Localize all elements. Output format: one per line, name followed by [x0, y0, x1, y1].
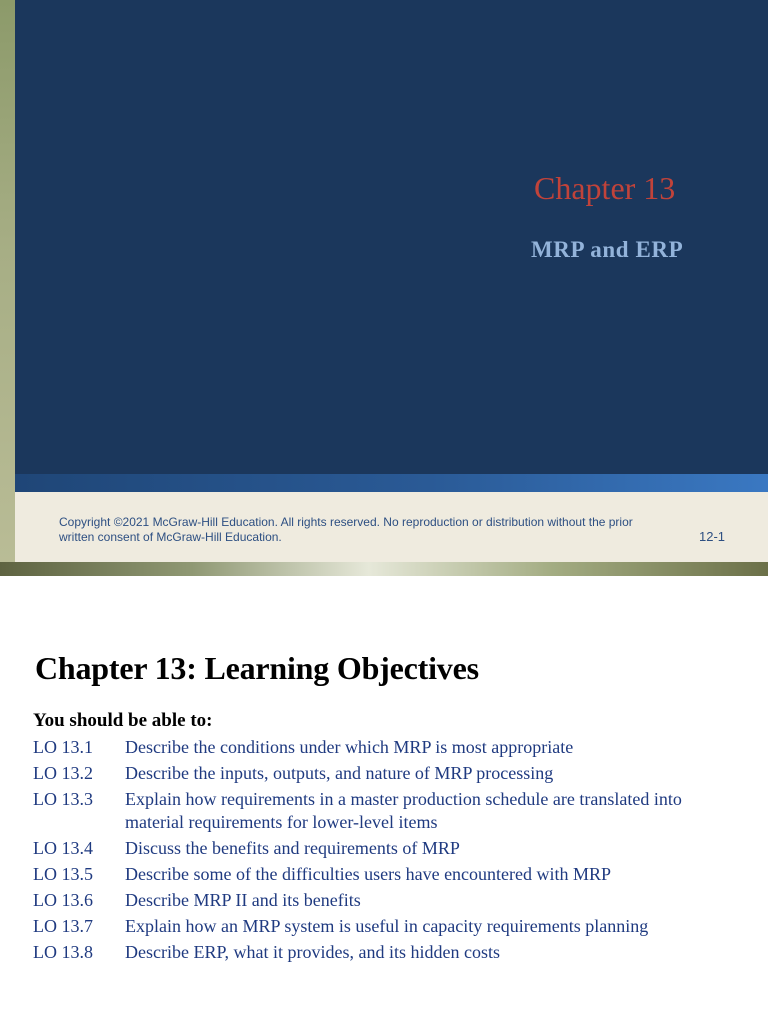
objective-text: Explain how an MRP system is useful in capacity requirements planning	[125, 916, 649, 936]
objective-text: Describe the conditions under which MRP is most appropriate	[125, 737, 574, 757]
objective-item	[33, 788, 753, 834]
objective-code: LO 13.2	[33, 763, 93, 783]
objective-code: LO 13.6	[33, 890, 93, 910]
objective-code: LO 13.1	[33, 737, 93, 757]
left-accent-strip	[0, 0, 15, 562]
blue-accent-band	[15, 474, 768, 492]
objective-text: Describe the inputs, outputs, and nature of MRP processing	[125, 763, 554, 783]
objectives-list	[33, 736, 753, 967]
objective-code: LO 13.4	[33, 838, 93, 858]
objective-item	[33, 762, 753, 785]
objective-item	[33, 837, 753, 860]
objective-code: LO 13.5	[33, 864, 93, 884]
objective-text: Explain how requirements in a master production schedule are translated into material requirements for lower-level items	[125, 789, 682, 832]
objective-code: LO 13.8	[33, 942, 93, 962]
objective-item	[33, 736, 753, 759]
bottom-accent-strip	[0, 562, 768, 576]
objective-text: Describe some of the difficulties users have encountered with MRP	[125, 864, 612, 884]
objective-code: LO 13.7	[33, 916, 93, 936]
chapter-title: Chapter 13	[534, 170, 676, 206]
chapter-subtitle: MRP and ERP	[531, 237, 684, 262]
objective-text: Describe ERP, what it provides, and its hidden costs	[125, 942, 500, 962]
objective-text: Describe MRP II and its benefits	[125, 890, 361, 910]
copyright-notice: Copyright ©2021 McGraw-Hill Education. All rights reserved. No reproduction or distribution without the prior written consent of McGraw-Hill Education.	[59, 515, 633, 544]
learning-objectives-slide	[0, 576, 768, 1024]
objectives-heading: Chapter 13: Learning Objectives	[35, 650, 479, 686]
objectives-intro: You should be able to:	[33, 710, 213, 731]
objective-item	[33, 941, 753, 964]
objective-text: Discuss the benefits and requirements of MRP	[125, 838, 460, 858]
objective-item	[33, 863, 753, 886]
objective-item	[33, 889, 753, 912]
slide-number: 12-1	[699, 529, 726, 544]
objective-item	[33, 915, 753, 938]
objective-code: LO 13.3	[33, 789, 93, 809]
